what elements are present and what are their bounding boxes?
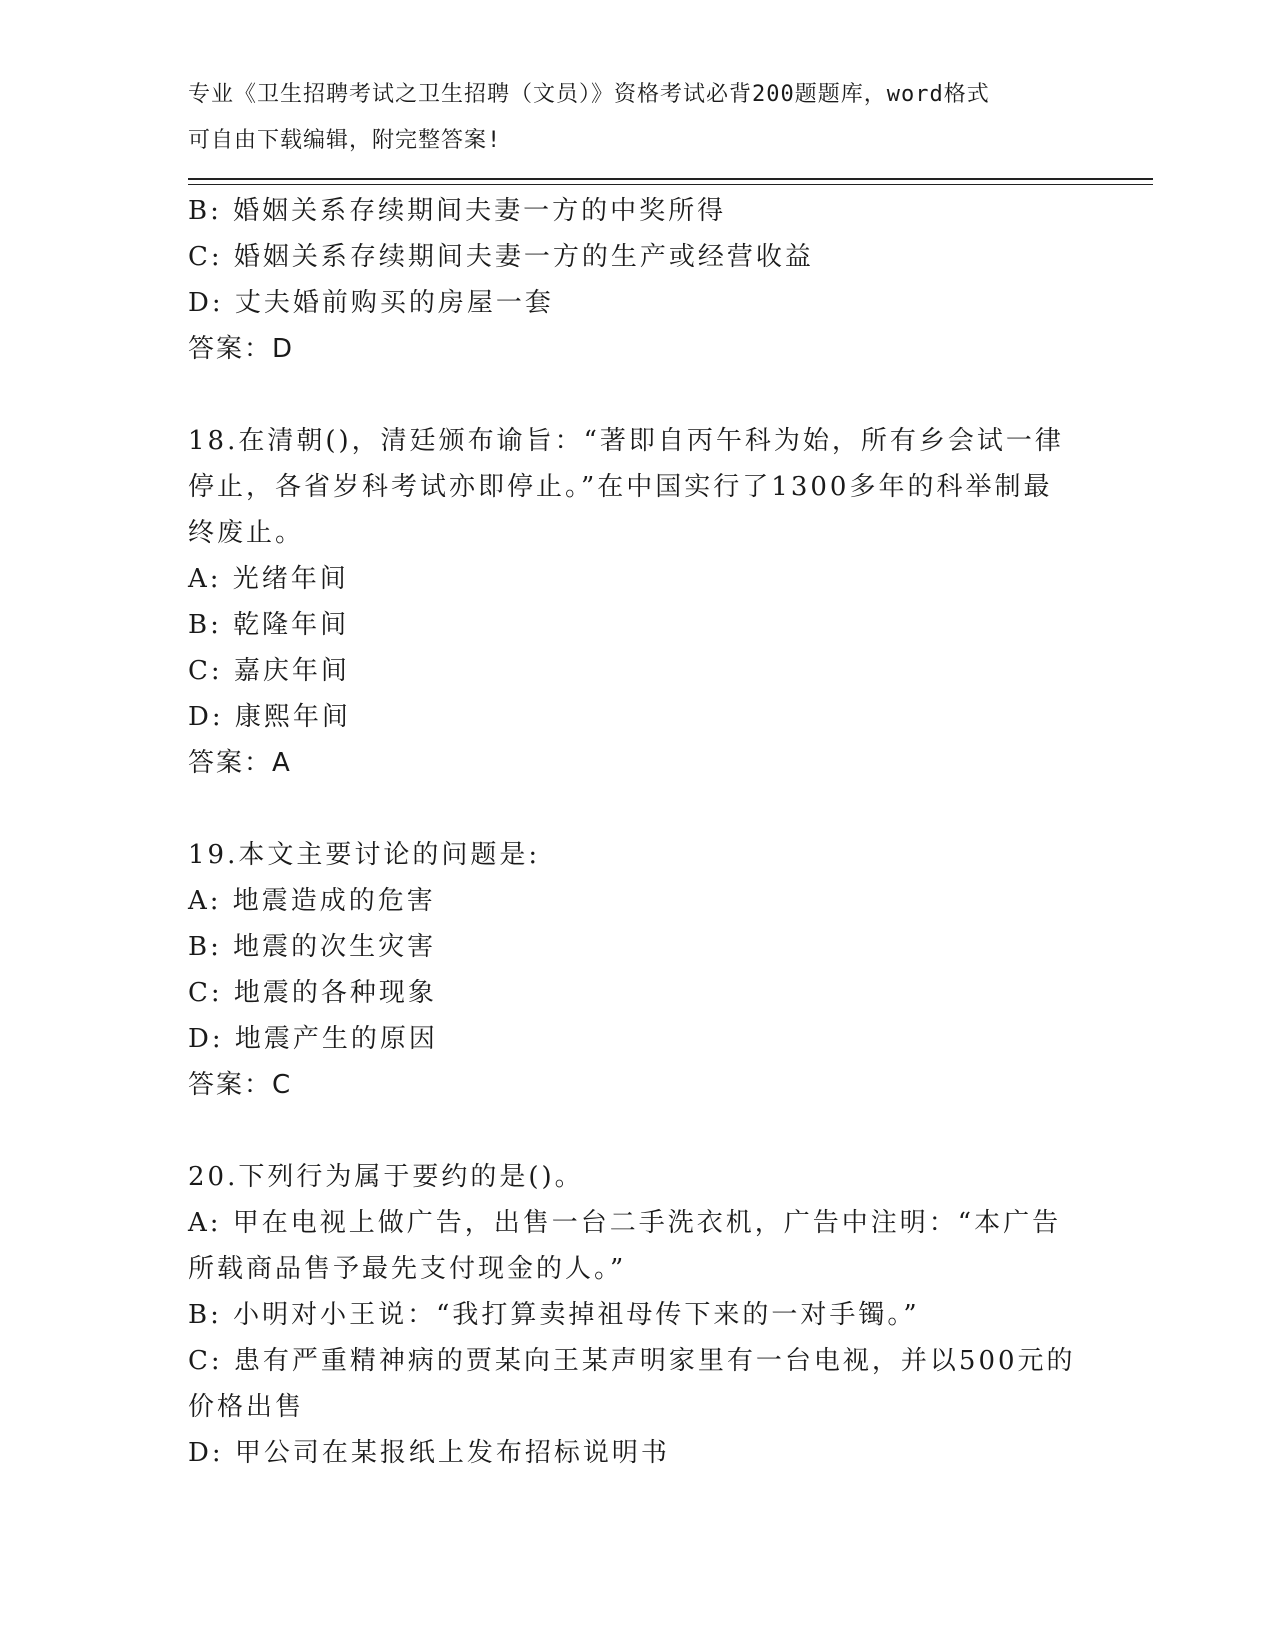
answer: 答案：C: [188, 1070, 293, 1100]
option-c-line-2: 价格出售: [188, 1392, 305, 1422]
question-stem: 19.本文主要讨论的问题是:: [188, 840, 541, 870]
option-d: D: 甲公司在某报纸上发布招标说明书: [188, 1438, 670, 1468]
spacer: [188, 372, 1088, 418]
question-19: [188, 832, 1088, 1108]
header-divider-thick: [188, 178, 1153, 180]
document-header: [188, 72, 1088, 164]
question-20: [188, 1154, 1088, 1476]
spacer: [188, 1108, 1088, 1154]
option-a-line-2: 所载商品售予最先支付现金的人。”: [188, 1254, 627, 1284]
option-b: B: 地震的次生灾害: [188, 932, 437, 962]
question-stem-line-1: 18.在清朝()，清廷颁布谕旨：“著即自丙午科为始，所有乡会试一律: [188, 426, 1064, 456]
option-a-line-1: A: 甲在电视上做广告，出售一台二手洗衣机，广告中注明：“本广告: [188, 1208, 1062, 1238]
spacer: [188, 786, 1088, 832]
question-list: [188, 188, 1088, 1476]
question-stem: 20.下列行为属于要约的是()。: [188, 1162, 584, 1192]
option-d: D: 丈夫婚前购买的房屋一套: [188, 288, 554, 318]
option-c-line-1: C: 患有严重精神病的贾某向王某声明家里有一台电视，并以500元的: [188, 1346, 1076, 1376]
option-b: B: 小明对小王说：“我打算卖掉祖母传下来的一对手镯。”: [188, 1300, 920, 1330]
header-divider-thin: [188, 184, 1153, 185]
question-17: [188, 188, 1088, 372]
option-d: D: 地震产生的原因: [188, 1024, 438, 1054]
option-b: B: 婚姻关系存续期间夫妻一方的中奖所得: [188, 196, 727, 226]
question-18: [188, 418, 1088, 786]
header-line-2: 可自由下载编辑，附完整答案!: [188, 128, 502, 153]
option-a: A: 地震造成的危害: [188, 886, 436, 916]
option-c: C: 地震的各种现象: [188, 978, 437, 1008]
answer: 答案：A: [188, 748, 292, 778]
question-stem-line-3: 终废止。: [188, 518, 305, 548]
option-c: C: 婚姻关系存续期间夫妻一方的生产或经营收益: [188, 242, 814, 272]
header-line-1: 专业《卫生招聘考试之卫生招聘（文员）》资格考试必背200题题库，word格式: [188, 82, 990, 107]
answer: 答案：D: [188, 334, 295, 364]
option-a: A: 光绪年间: [188, 564, 349, 594]
question-stem-line-2: 停止，各省岁科考试亦即停止。”在中国实行了1300多年的科举制最: [188, 472, 1053, 502]
option-c: C: 嘉庆年间: [188, 656, 350, 686]
option-b: B: 乾隆年间: [188, 610, 350, 640]
option-d: D: 康熙年间: [188, 702, 351, 732]
